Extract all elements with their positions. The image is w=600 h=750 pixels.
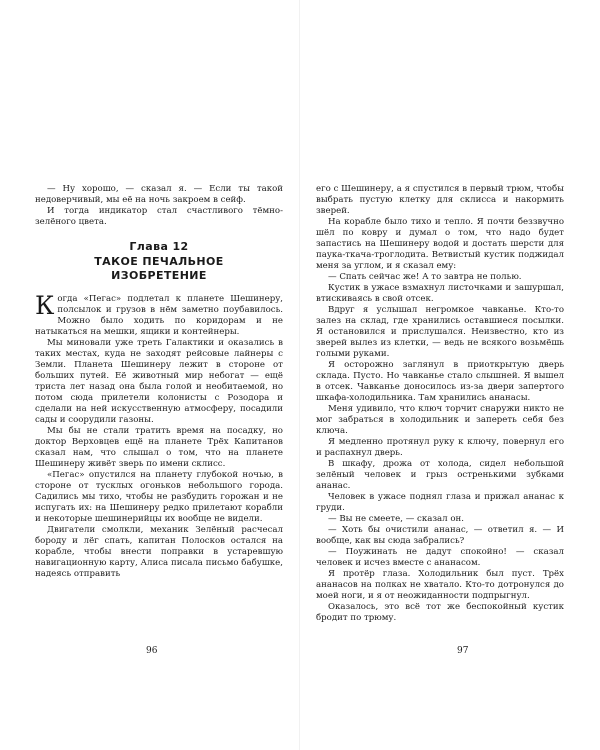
paragraph: Я осторожно заглянул в приоткрытую дверь склада. Пусто. Но чавканье стало слышней. Я вышел в отсек. Чавканье доносилось из-за двери запертого шкафа-холодильника. Там хранились ананасы.	[316, 360, 564, 403]
chapter-title-line1: ТАКОЕ ПЕЧАЛЬНОЕ	[94, 254, 224, 268]
paragraph: Я медленно протянул руку к ключу, повернул его и распахнул дверь.	[316, 437, 564, 458]
chapter-title-line2: ИЗОБРЕТЕНИЕ	[111, 269, 207, 282]
paragraph: Вдруг я услышал негромкое чавканье. Кто-то залез на склад, где хранились оставшиеся посылки. Я остановился и прислушался. Неизвестно, кто из зверей вылез из клетки, — ведь не всякого возьмёшь голыми руками.	[316, 305, 564, 359]
page-number-left: 96	[146, 646, 158, 656]
paragraph: — Спать сейчас же! А то завтра не полью.	[328, 272, 522, 282]
page-number-right: 97	[457, 646, 469, 656]
paragraph: «Пегас» опустился на планету глубокой ночью, в стороне от тусклых огоньков небольшого города. Садились мы тихо, чтобы не разбудить горожан и не испугать их: на Шешинеру редко прилетают корабли и некоторые шешинерийцы их вообще не видели.	[35, 469, 283, 524]
chapter-number: Глава 12	[129, 240, 189, 253]
paragraph: — Хоть бы очистили ананас, — ответил я. — И вообще, как вы сюда забрались?	[316, 525, 564, 546]
paragraph: — Вы не смеете, — сказал он.	[328, 514, 464, 524]
paragraph: его с Шешинеру, а я спустился в первый трюм, чтобы выбрать пустую клетку для склисса и накормить зверей.	[316, 184, 564, 216]
paragraph: Я протёр глаза. Холодильник был пуст. Трёх ананасов на полках не хватало. Кто-то дотронулся до моей ноги, и я от неожиданности подпрыгнул.	[316, 569, 564, 601]
paragraph: Мы миновали уже треть Галактики и оказались в таких местах, куда не заходят рейсовые лайнеры с Земли. Планета Шешинеру лежит в стороне от больших путей. Её животный мир небогат — ещё триста лет назад она была голой и необитаемой, но потом сюда прилетели колонисты с Розодора и сделали на ней искусственную атмосферу, посадили сады и соорудили газоны.	[35, 337, 283, 425]
paragraph: Кустик в ужасе взмахнул листочками и зашуршал, втискиваясь в свой отсек.	[316, 283, 564, 304]
paragraph: — Ну хорошо, — сказал я. — Если ты такой недоверчивый, мы её на ночь закроем в сейф.	[35, 184, 283, 205]
first-paragraph-text: огда «Пегас» подлетал к планете Шешинеру, полсылок и грузов в нём заметно поубавилось. Можно было ходить по коридорам и не натыкаться на мешки, ящики и контейнеры.	[35, 293, 283, 337]
paragraph: Двигатели смолкли, механик Зелёный расчесал бороду и лёг спать, капитан Полосков остался на корабле, чтобы внести поправки в устаревшую навигационную карту, Алиса писала письмо бабушке, надеясь отправить	[35, 524, 283, 579]
paragraph: В шкафу, дрожа от холода, сидел небольшой зелёный человек и грыз остренькими зубками ананас.	[316, 459, 564, 491]
paragraph: — Поужинать не дадут спокойно! — сказал человек и исчез вместе с ананасом.	[316, 547, 564, 568]
drop-cap: К	[35, 290, 55, 320]
paragraph: Оказалось, это всё тот же беспокойный кустик бродит по трюму.	[316, 602, 564, 623]
paragraph: Мы бы не стали тратить время на посадку, но доктор Верховцев ещё на планете Трёх Капитанов сказал нам, что слышал о том, что на планете Шешинеру живёт зверь по имени склисс.	[35, 425, 283, 469]
right-page-text	[316, 184, 564, 624]
paragraph: На корабле было тихо и тепло. Я почти беззвучно шёл по ковру и думал о том, что надо будет запастись на Шешинеру водой и достать шерсти для паука-ткача-троглодита. Ветвистый кустик поджидал меня за углом, и я сказал ему:	[316, 217, 564, 271]
paragraph: Меня удивило, что ключ торчит снаружи никто не мог забраться в холодильник и запереть себя без ключа.	[316, 404, 564, 436]
paragraph: И тогда индикатор стал счастливого тёмно-зелёного цвета.	[35, 206, 283, 227]
paragraph: Человек в ужасе поднял глаза и прижал ананас к груди.	[316, 492, 564, 513]
